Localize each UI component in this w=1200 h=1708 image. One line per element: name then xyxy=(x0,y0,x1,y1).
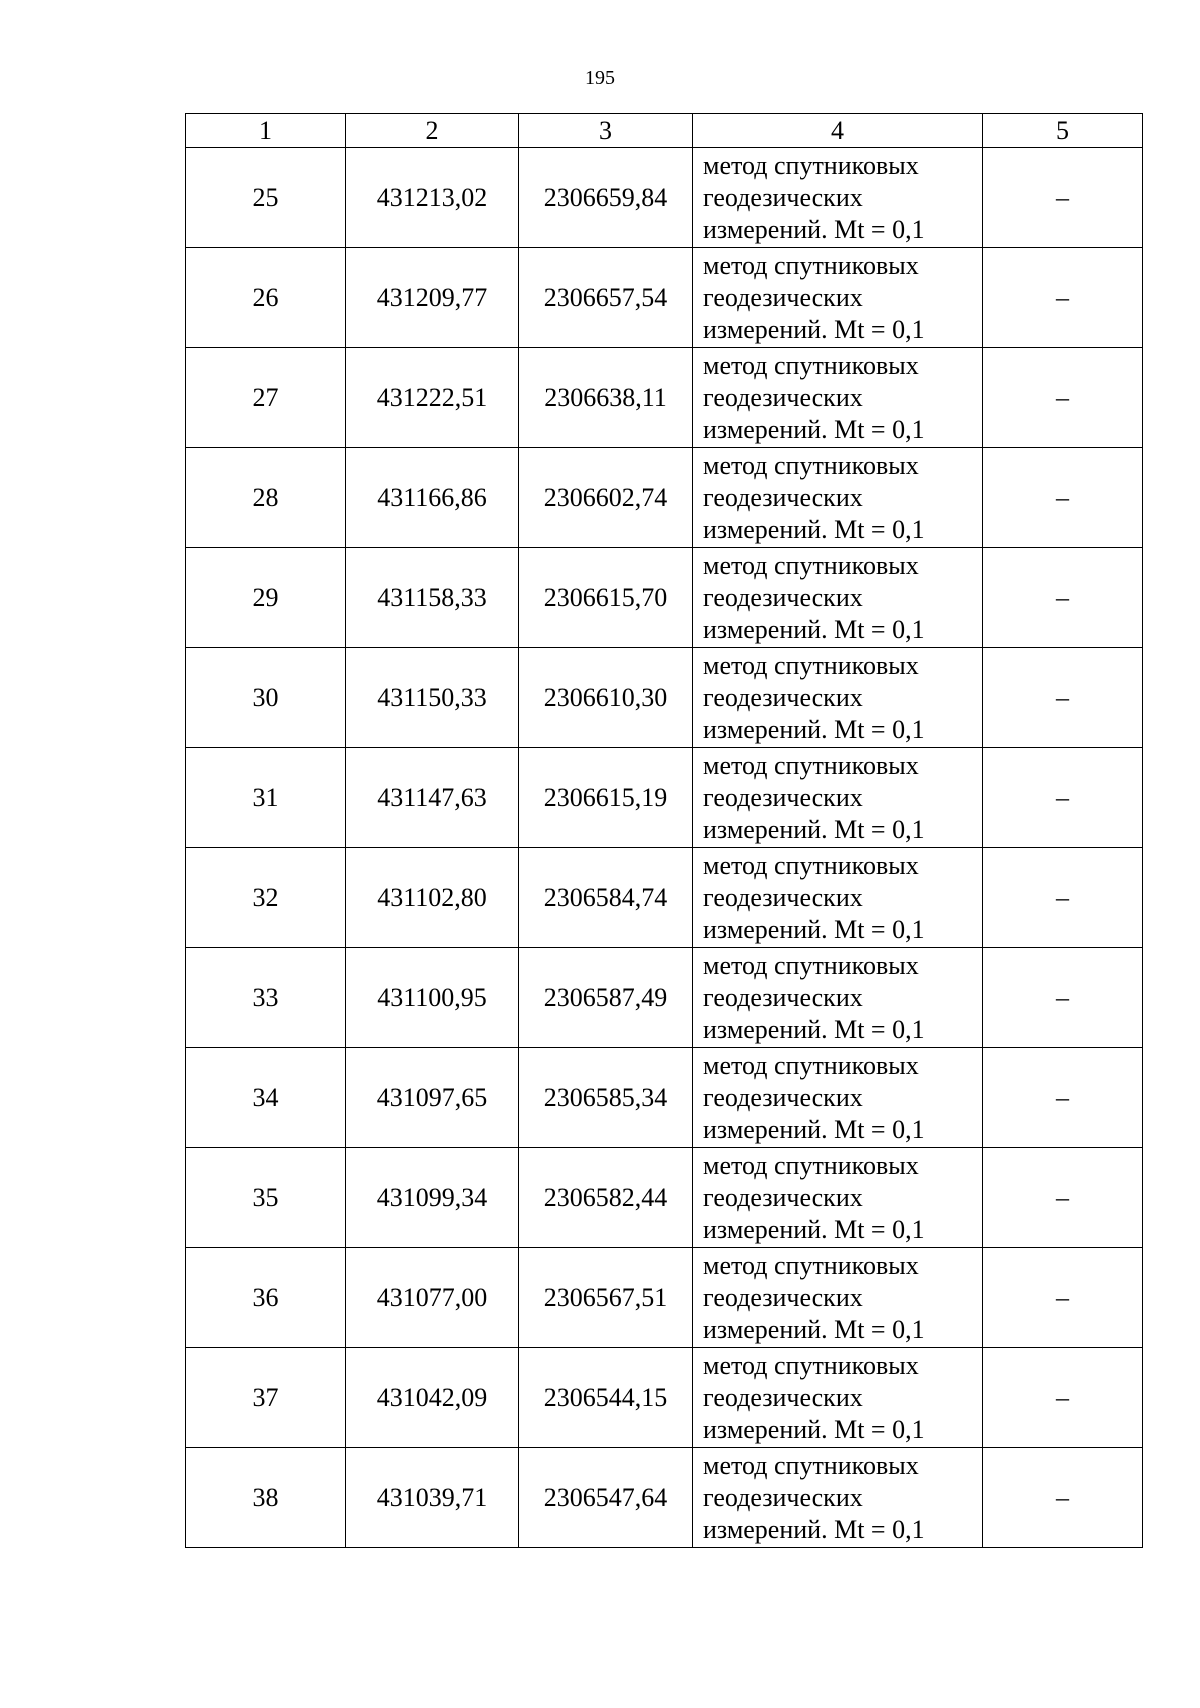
point-number-cell: 28 xyxy=(186,448,346,548)
note-cell: – xyxy=(983,1448,1143,1548)
method-cell xyxy=(693,748,983,848)
note-cell: – xyxy=(983,448,1143,548)
note-cell: – xyxy=(983,248,1143,348)
note-cell: – xyxy=(983,948,1143,1048)
coordinate-y-cell: 2306582,44 xyxy=(519,1148,693,1248)
column-header-4: 4 xyxy=(693,114,983,148)
method-line: измерений. Mt = 0,1 xyxy=(703,614,925,644)
table-row xyxy=(186,748,1143,848)
point-number-cell: 25 xyxy=(186,148,346,248)
method-line: метод спутниковых xyxy=(703,1450,919,1480)
coordinate-x-cell: 431166,86 xyxy=(346,448,519,548)
table-body xyxy=(186,148,1143,1548)
page-number: 195 xyxy=(585,67,615,89)
method-line: геодезических xyxy=(703,682,863,712)
method-cell xyxy=(693,648,983,748)
method-line: измерений. Mt = 0,1 xyxy=(703,1214,925,1244)
method-line: метод спутниковых xyxy=(703,1150,919,1180)
point-number-cell: 29 xyxy=(186,548,346,648)
method-line: метод спутниковых xyxy=(703,350,919,380)
method-line: измерений. Mt = 0,1 xyxy=(703,414,925,444)
point-number-cell: 35 xyxy=(186,1148,346,1248)
table-row xyxy=(186,948,1143,1048)
method-cell xyxy=(693,848,983,948)
method-line: метод спутниковых xyxy=(703,250,919,280)
coordinate-x-cell: 431158,33 xyxy=(346,548,519,648)
note-cell: – xyxy=(983,1348,1143,1448)
method-line: измерений. Mt = 0,1 xyxy=(703,214,925,244)
coordinate-y-cell: 2306587,49 xyxy=(519,948,693,1048)
method-line: измерений. Mt = 0,1 xyxy=(703,714,925,744)
table-row xyxy=(186,1148,1143,1248)
coordinate-y-cell: 2306657,54 xyxy=(519,248,693,348)
note-cell: – xyxy=(983,348,1143,448)
method-line: геодезических xyxy=(703,1382,863,1412)
coordinate-x-cell: 431102,80 xyxy=(346,848,519,948)
table-row xyxy=(186,448,1143,548)
table-row xyxy=(186,248,1143,348)
table-row xyxy=(186,1048,1143,1148)
method-cell xyxy=(693,1448,983,1548)
coordinate-y-cell: 2306615,70 xyxy=(519,548,693,648)
method-cell xyxy=(693,948,983,1048)
table-row xyxy=(186,148,1143,248)
point-number-cell: 33 xyxy=(186,948,346,1048)
method-line: геодезических xyxy=(703,282,863,312)
method-line: геодезических xyxy=(703,782,863,812)
point-number-cell: 26 xyxy=(186,248,346,348)
table-row xyxy=(186,648,1143,748)
coordinate-x-cell: 431213,02 xyxy=(346,148,519,248)
coordinate-x-cell: 431039,71 xyxy=(346,1448,519,1548)
method-cell xyxy=(693,1148,983,1248)
method-line: метод спутниковых xyxy=(703,150,919,180)
coordinate-y-cell: 2306615,19 xyxy=(519,748,693,848)
method-line: метод спутниковых xyxy=(703,550,919,580)
point-number-cell: 32 xyxy=(186,848,346,948)
point-number-cell: 37 xyxy=(186,1348,346,1448)
method-line: измерений. Mt = 0,1 xyxy=(703,1314,925,1344)
point-number-cell: 31 xyxy=(186,748,346,848)
coordinate-y-cell: 2306584,74 xyxy=(519,848,693,948)
note-cell: – xyxy=(983,1048,1143,1148)
coordinate-x-cell: 431077,00 xyxy=(346,1248,519,1348)
point-number-cell: 38 xyxy=(186,1448,346,1548)
point-number-cell: 36 xyxy=(186,1248,346,1348)
method-line: геодезических xyxy=(703,482,863,512)
point-number-cell: 30 xyxy=(186,648,346,748)
method-cell xyxy=(693,1248,983,1348)
method-line: измерений. Mt = 0,1 xyxy=(703,514,925,544)
column-header-3: 3 xyxy=(519,114,693,148)
coordinate-y-cell: 2306602,74 xyxy=(519,448,693,548)
coordinate-y-cell: 2306659,84 xyxy=(519,148,693,248)
method-line: метод спутниковых xyxy=(703,1350,919,1380)
table-row xyxy=(186,1448,1143,1548)
table-header-row xyxy=(186,114,1143,148)
method-line: измерений. Mt = 0,1 xyxy=(703,914,925,944)
coordinate-x-cell: 431222,51 xyxy=(346,348,519,448)
coordinate-x-cell: 431042,09 xyxy=(346,1348,519,1448)
method-line: геодезических xyxy=(703,1282,863,1312)
table-row xyxy=(186,1348,1143,1448)
method-line: измерений. Mt = 0,1 xyxy=(703,1114,925,1144)
note-cell: – xyxy=(983,148,1143,248)
note-cell: – xyxy=(983,1248,1143,1348)
table-row xyxy=(186,548,1143,648)
point-number-cell: 27 xyxy=(186,348,346,448)
method-line: геодезических xyxy=(703,582,863,612)
method-cell xyxy=(693,1048,983,1148)
coordinate-x-cell: 431150,33 xyxy=(346,648,519,748)
coordinate-y-cell: 2306638,11 xyxy=(519,348,693,448)
method-line: геодезических xyxy=(703,1182,863,1212)
method-line: измерений. Mt = 0,1 xyxy=(703,814,925,844)
method-line: метод спутниковых xyxy=(703,950,919,980)
method-line: метод спутниковых xyxy=(703,1050,919,1080)
coordinate-y-cell: 2306567,51 xyxy=(519,1248,693,1348)
note-cell: – xyxy=(983,848,1143,948)
coordinate-y-cell: 2306544,15 xyxy=(519,1348,693,1448)
column-header-5: 5 xyxy=(983,114,1143,148)
method-line: геодезических xyxy=(703,382,863,412)
method-cell xyxy=(693,448,983,548)
method-cell xyxy=(693,248,983,348)
coordinate-x-cell: 431209,77 xyxy=(346,248,519,348)
column-header-1: 1 xyxy=(186,114,346,148)
method-line: метод спутниковых xyxy=(703,1250,919,1280)
method-line: геодезических xyxy=(703,182,863,212)
method-line: метод спутниковых xyxy=(703,650,919,680)
method-cell xyxy=(693,348,983,448)
coordinate-x-cell: 431097,65 xyxy=(346,1048,519,1148)
method-cell xyxy=(693,1348,983,1448)
method-line: геодезических xyxy=(703,1482,863,1512)
note-cell: – xyxy=(983,548,1143,648)
coordinates-table xyxy=(185,113,1143,1548)
method-line: метод спутниковых xyxy=(703,750,919,780)
column-header-2: 2 xyxy=(346,114,519,148)
coordinate-x-cell: 431099,34 xyxy=(346,1148,519,1248)
method-line: измерений. Mt = 0,1 xyxy=(703,1514,925,1544)
method-line: измерений. Mt = 0,1 xyxy=(703,1014,925,1044)
method-line: метод спутниковых xyxy=(703,850,919,880)
method-line: геодезических xyxy=(703,982,863,1012)
method-line: геодезических xyxy=(703,1082,863,1112)
method-cell xyxy=(693,548,983,648)
table-row xyxy=(186,1248,1143,1348)
note-cell: – xyxy=(983,748,1143,848)
coordinate-y-cell: 2306610,30 xyxy=(519,648,693,748)
note-cell: – xyxy=(983,648,1143,748)
coordinate-y-cell: 2306547,64 xyxy=(519,1448,693,1548)
note-cell: – xyxy=(983,1148,1143,1248)
table-row xyxy=(186,348,1143,448)
method-line: измерений. Mt = 0,1 xyxy=(703,314,925,344)
coordinate-y-cell: 2306585,34 xyxy=(519,1048,693,1148)
method-line: метод спутниковых xyxy=(703,450,919,480)
coordinate-x-cell: 431100,95 xyxy=(346,948,519,1048)
method-cell xyxy=(693,148,983,248)
method-line: геодезических xyxy=(703,882,863,912)
table-row xyxy=(186,848,1143,948)
point-number-cell: 34 xyxy=(186,1048,346,1148)
coordinate-x-cell: 431147,63 xyxy=(346,748,519,848)
method-line: измерений. Mt = 0,1 xyxy=(703,1414,925,1444)
